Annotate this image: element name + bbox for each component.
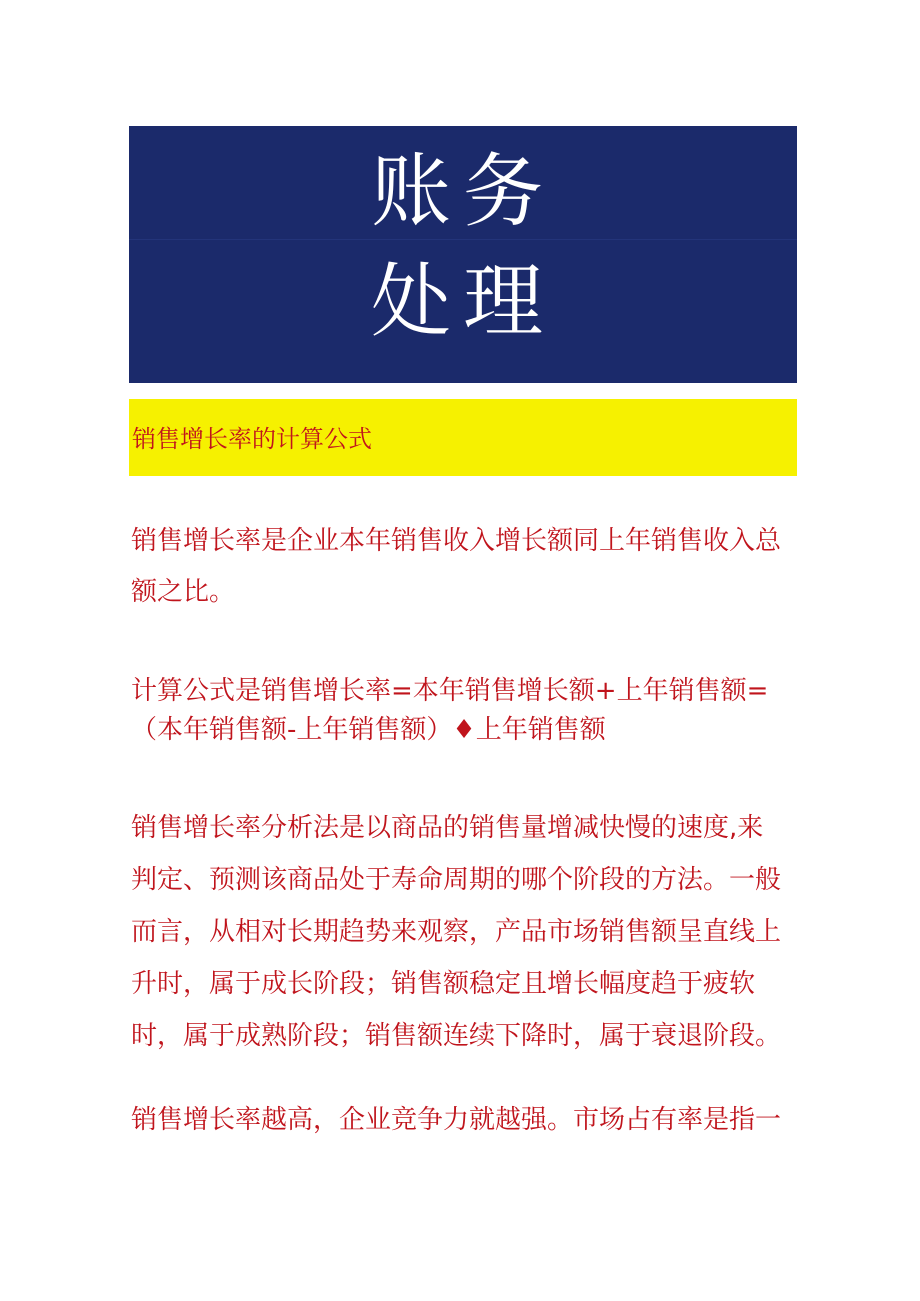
text-line: 时，属于成熟阶段；销售额连续下降时，属于衰退阶段。 bbox=[131, 1021, 782, 1051]
text-line: （本年销售额-上年销售额）♦上年销售额 bbox=[131, 715, 606, 745]
section-heading-bar bbox=[129, 399, 797, 476]
banner-title-line-1: 账务 bbox=[371, 145, 555, 238]
paragraph-analysis bbox=[131, 802, 801, 1062]
text-line: 升时，属于成长阶段；销售额稳定且增长幅度趋于疲软 bbox=[131, 969, 756, 999]
text-line: 销售增长率分析法是以商品的销售量增减快慢的速度,来 bbox=[131, 813, 764, 843]
text-line: 额之比。 bbox=[131, 577, 236, 607]
paragraph-competitiveness bbox=[131, 1100, 801, 1140]
paragraph-formula bbox=[131, 672, 801, 750]
text-line: 销售增长率越高，企业竞争力就越强。市场占有率是指一 bbox=[131, 1105, 782, 1135]
banner-title-line-2: 处理 bbox=[371, 255, 555, 348]
title-banner bbox=[129, 126, 797, 383]
text-line: 销售增长率是企业本年销售收入增长额同上年销售收入总 bbox=[131, 526, 782, 556]
banner-divider bbox=[129, 239, 797, 240]
text-line: 而言，从相对长期趋势来观察，产品市场销售额呈直线上 bbox=[131, 917, 782, 947]
text-line: 判定、预测该商品处于寿命周期的哪个阶段的方法。一般 bbox=[131, 865, 782, 895]
paragraph-definition bbox=[131, 516, 801, 618]
section-heading: 销售增长率的计算公式 bbox=[132, 425, 372, 453]
text-line: 计算公式是销售增长率=本年销售增长额+上年销售额= bbox=[131, 676, 769, 706]
